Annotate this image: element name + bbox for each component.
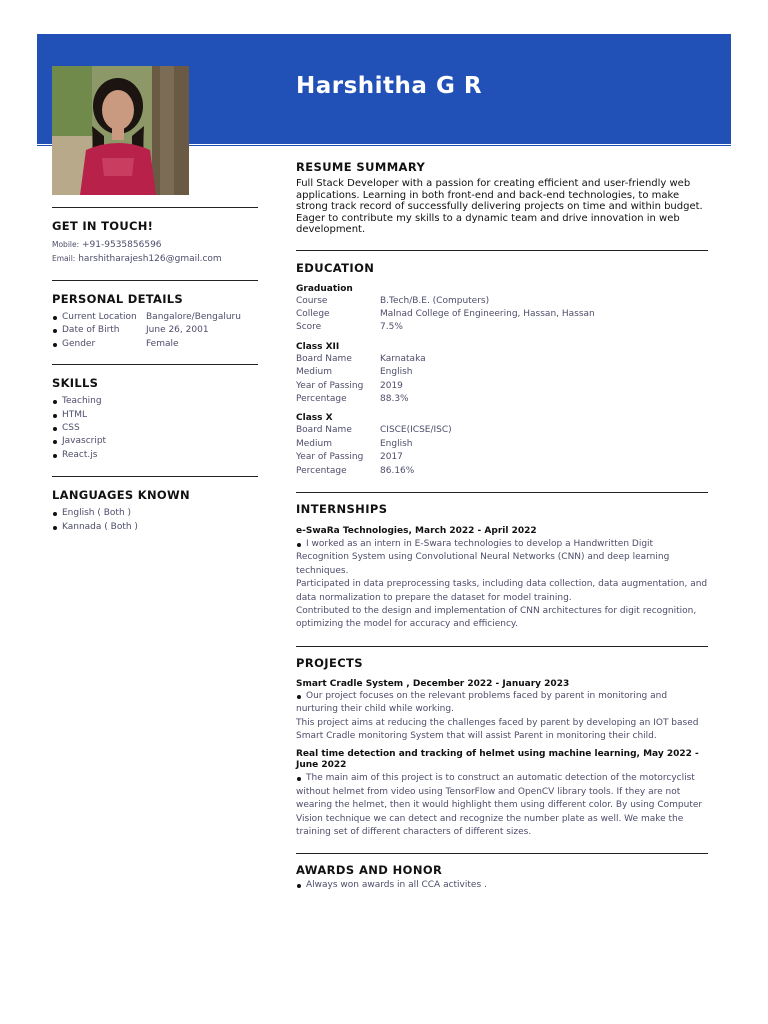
skill-item: CSS	[52, 422, 258, 435]
section-divider	[52, 476, 258, 477]
internship-paragraph: Participated in data preprocessing tasks, including data collection, data augmentation, and data normalization to prepare the dataset for model training.	[296, 579, 708, 603]
table-row	[296, 295, 708, 308]
skills-section	[52, 376, 258, 462]
table-row	[296, 321, 708, 334]
table-row	[296, 424, 708, 437]
awards-title: AWARDS AND HONOR	[296, 863, 443, 878]
detail-key: Gender	[62, 338, 96, 349]
languages-title: LANGUAGES KNOWN	[52, 488, 190, 503]
row-key: Year of Passing	[296, 380, 364, 391]
email-label: Email:	[52, 254, 76, 263]
list-item	[52, 311, 258, 324]
internship-heading: e-SwaRa Technologies, March 2022 - April 2022	[296, 525, 537, 536]
mobile-value: +91-9535856596	[82, 240, 162, 250]
row-key: Course	[296, 295, 328, 306]
language-item: English ( Both )	[52, 507, 258, 520]
internships-title: INTERNSHIPS	[296, 501, 388, 516]
detail-value: Bangalore/Bengaluru	[146, 312, 241, 322]
summary-title: RESUME SUMMARY	[296, 160, 426, 174]
detail-key: Current Location	[62, 312, 137, 322]
contact-title: GET IN TOUCH!	[52, 219, 154, 233]
internship-paragraph: Contributed to the design and implementation of CNN architectures for digit recognition, optimizing the model for accuracy and efficiency.	[296, 606, 697, 630]
row-value: 7.5%	[380, 322, 403, 333]
row-key: Year of Passing	[296, 452, 364, 463]
row-value: English	[380, 367, 413, 378]
project-heading: Real time detection and tracking of helmet using machine learning, May 2022 - June 2022	[296, 749, 699, 771]
row-key: College	[296, 308, 330, 319]
row-value: 88.3%	[380, 393, 409, 404]
section-divider	[52, 207, 258, 208]
table-row	[296, 451, 708, 464]
section-divider	[296, 250, 708, 251]
table-row	[296, 393, 708, 406]
list-item	[52, 338, 258, 351]
right-column	[296, 160, 708, 893]
section-divider	[52, 364, 258, 365]
table-row	[296, 380, 708, 393]
skills-title: SKILLS	[52, 376, 99, 391]
mobile-label: Mobile:	[52, 240, 80, 249]
row-key: Score	[296, 322, 322, 333]
contact-section	[52, 219, 258, 266]
row-key: Percentage	[296, 393, 347, 404]
project-paragraph: The main aim of this project is to construct an automatic detection of the motorcyclist without helmet from video using TensorFlow and OpenCV library tools. If they are not wearing the helmet, then it would highlight them using different color. By using Computer Vision technique we can detect and recognize the number plate as well. We make the training set of different characters of different sizes.	[296, 772, 708, 839]
row-key: Board Name	[296, 353, 352, 364]
list-item	[52, 324, 258, 337]
table-row	[296, 353, 708, 366]
skill-item: Teaching	[52, 395, 258, 408]
section-divider	[296, 646, 708, 647]
row-key: Percentage	[296, 465, 347, 476]
education-subheading: Class X	[296, 413, 333, 424]
row-value: 2017	[380, 452, 403, 463]
row-value: 2019	[380, 380, 403, 391]
languages-section	[52, 488, 258, 534]
table-row	[296, 438, 708, 451]
row-value: Malnad College of Engineering, Hassan, Hassan	[380, 308, 595, 319]
row-value: Karnataka	[380, 353, 426, 364]
left-column	[52, 207, 258, 534]
skill-item: Javascript	[52, 435, 258, 448]
detail-value: June 26, 2001	[146, 325, 209, 336]
email-value[interactable]: harshitharajesh126@gmail.com	[78, 254, 222, 264]
personal-title: PERSONAL DETAILS	[52, 292, 183, 306]
skill-item: HTML	[52, 409, 258, 422]
table-row	[296, 465, 708, 478]
contact-email	[52, 252, 258, 266]
section-divider	[52, 280, 258, 281]
education-subheading: Graduation	[296, 283, 353, 294]
projects-title: PROJECTS	[296, 655, 363, 670]
detail-value: Female	[146, 338, 179, 349]
row-value: English	[380, 438, 413, 449]
education-title: EDUCATION	[296, 260, 375, 275]
row-key: Medium	[296, 367, 332, 378]
award-item: Always won awards in all CCA activites .	[296, 879, 708, 892]
project-paragraph: Our project focuses on the relevant problems faced by parent in monitoring and nurturing their child while working.	[296, 690, 708, 717]
detail-key: Date of Birth	[62, 325, 120, 336]
project-heading: Smart Cradle System , December 2022 - January 2023	[296, 678, 570, 689]
candidate-name: Harshitha G R	[296, 73, 483, 99]
education-subheading: Class XII	[296, 341, 340, 352]
table-row	[296, 308, 708, 321]
language-item: Kannada ( Both )	[52, 521, 258, 534]
section-divider	[296, 492, 708, 493]
row-value: CISCE(ICSE/ISC)	[380, 425, 452, 436]
internship-paragraph: I worked as an intern in E-Swara technologies to develop a Handwritten Digit Recognition System using Convolutional Neural Networks (CNN) and deep learning techniques.	[296, 538, 708, 578]
contact-mobile	[52, 238, 258, 252]
skill-item: React.js	[52, 449, 258, 462]
profile-photo	[52, 66, 189, 195]
row-key: Board Name	[296, 425, 352, 436]
row-key: Medium	[296, 438, 332, 449]
summary-text: Full Stack Developer with a passion for creating efficient and user-friendly web applications. Learning in both front-end and back-end technologies, to make strong track record of successfully delivering projects on time and within budget. Eager to contribute my skills to a dynamic team and drive innovation in web development.	[296, 178, 703, 235]
row-value: 86.16%	[380, 465, 415, 476]
personal-section	[52, 292, 258, 351]
project-paragraph: This project aims at reducing the challenges faced by parent by developing an IOT based Smart Cradle monitoring System that will assist Parent in monitoring their child.	[296, 717, 699, 742]
section-divider	[296, 853, 708, 854]
row-value: B.Tech/B.E. (Computers)	[380, 295, 490, 306]
table-row	[296, 366, 708, 379]
